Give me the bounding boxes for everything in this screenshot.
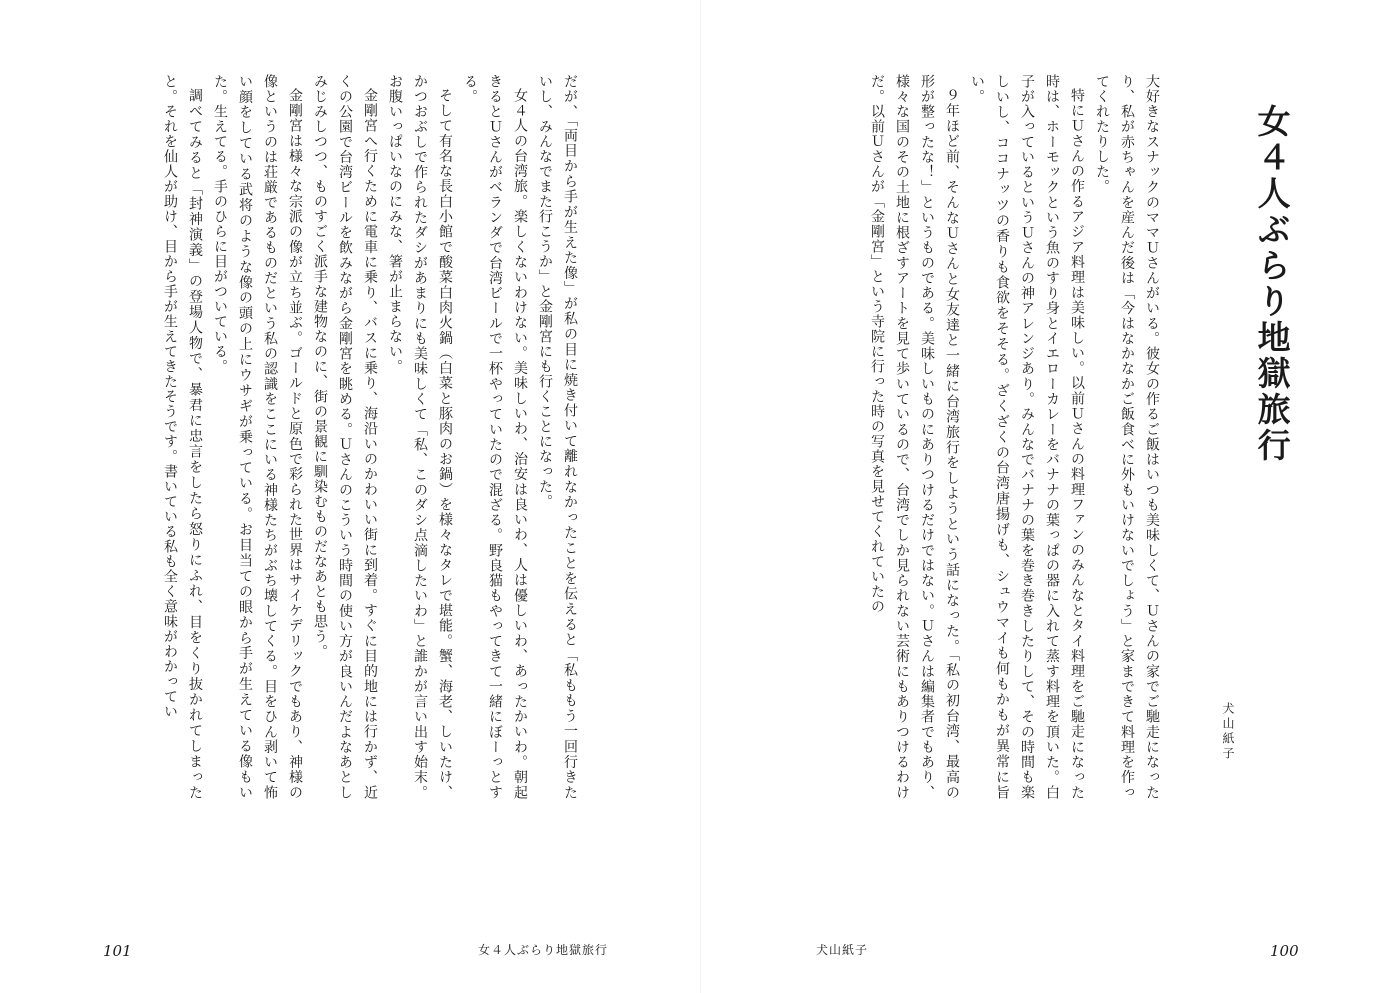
left-running-head: 女４人ぶらり地獄旅行 [478,943,609,957]
right-paragraph-1: 大好きなスナックのママＵさんがいる。彼女の作るご飯はいつも美味しくて、Ｕさんの家でご馳走になったり、私が赤ちゃんを産んだ後は「今はなかなかご飯食べに外もいけないでしょう」と家まできて料理を作ってくれたりした。 [1094,74,1160,800]
left-paragraph-5: 金剛宮は様々な宗派の像が立ち並ぶ。ゴールドと原色で彩られた世界はサイケデリックでもあり、神様の像というのは荘厳であるものだという私の認識をここにいる神様たちがぶち壊してくる。目をひん剥いて怖い顔をしている武将のような像の頭の上にウサギが乗っている。お目当ての眼から手が生えている像もいた。生えてる。手のひらに目がついている。 [212,74,303,800]
left-paragraph-3: そして有名な長白小館で酸菜白肉火鍋（白菜と豚肉のお鍋）を様々なタレで堪能。蟹、海老、しいたけ、かつおぶしで作られたダシがあまりにも美味しくて「私、このダシ点滴したいわ」と誰かが言い出す始末。お腹いっぱいなのにみな、箸が止まらない。 [387,74,453,800]
right-page-number: 100 [1270,942,1299,960]
right-paragraph-2: 特にＵさんの作るアジア料理は美味しい。以前Ｕさんの料理ファンのみんなとタイ料理をご馳走になった時は、ホーモックという魚のすり身とイエローカレーをバナナの葉っぱの器に入れて蒸す料理を頂いた。白子が入っているというＵさんの神アレンジあり。みんなでバナナの葉を巻き巻きしたりして、その時間も楽しいし、ココナッツの香りも食欲をそそる。ざくざくの台湾唐揚げも、シュウマイも何もかもが異常に旨い。 [969,74,1085,800]
right-page-body [812,74,1164,800]
article-title: 女４人ぶらり地獄旅行 [1252,104,1292,464]
left-paragraph-1: だが、「両目から手が生えた像」が私の目に焼き付いて離れなかったことを伝えると「私ももう一回行きたいし、みんなでまた行こうか」と金剛宮にも行くことになった。 [537,74,578,800]
author-byline: 犬山紙子 [1221,702,1235,762]
left-page-number: 101 [103,942,132,960]
spread-gutter [700,0,701,993]
right-running-head: 犬山紙子 [816,943,869,957]
left-paragraph-6: 調べてみると「封神演義」の登場人物で、暴君に忠言をしたら怒りにふれ、目をくり抜かれてしまったと。それを仙人が助け、目から手が生えてきたそうです。書いている私も全く意味がわかってい [162,74,203,800]
left-paragraph-2: 女４人の台湾旅。楽しくないわけない。美味しいわ、治安は良いわ、人は優しいわ、あったかいわ。朝起きるとＵさんがベランダで台湾ビールで一杯やっていたので混ざる。野良猫もやってきて一緒にぼーっとする。 [462,74,528,800]
left-page-body [66,74,582,800]
right-paragraph-3: ９年ほど前、そんなＵさんと女友達と一緒に台湾旅行をしようという話になった。「私の初台湾、最高の形が整ったな！」というものである。美味しいものにありつけるだけではない。Ｕさんは編集者でもあり、様々な国のその土地に根ざすアートを見て歩いているので、台湾でしか見られない芸術にもありつけるわけだ。以前Ｕさんが「金剛宮」という寺院に行った時の写真を見せてくれていたの [869,74,960,800]
left-paragraph-4: 金剛宮へ行くために電車に乗り、バスに乗り、海沿いのかわいい街に到着。すぐに目的地には行かず、近くの公園で台湾ビールを飲みながら金剛宮を眺める。Ｕさんのこういう時間の使い方が良いんだよなあとしみじみしつつ、ものすごく派手な建物なのに、街の景観に馴染むものだなあとも思う。 [312,74,378,800]
